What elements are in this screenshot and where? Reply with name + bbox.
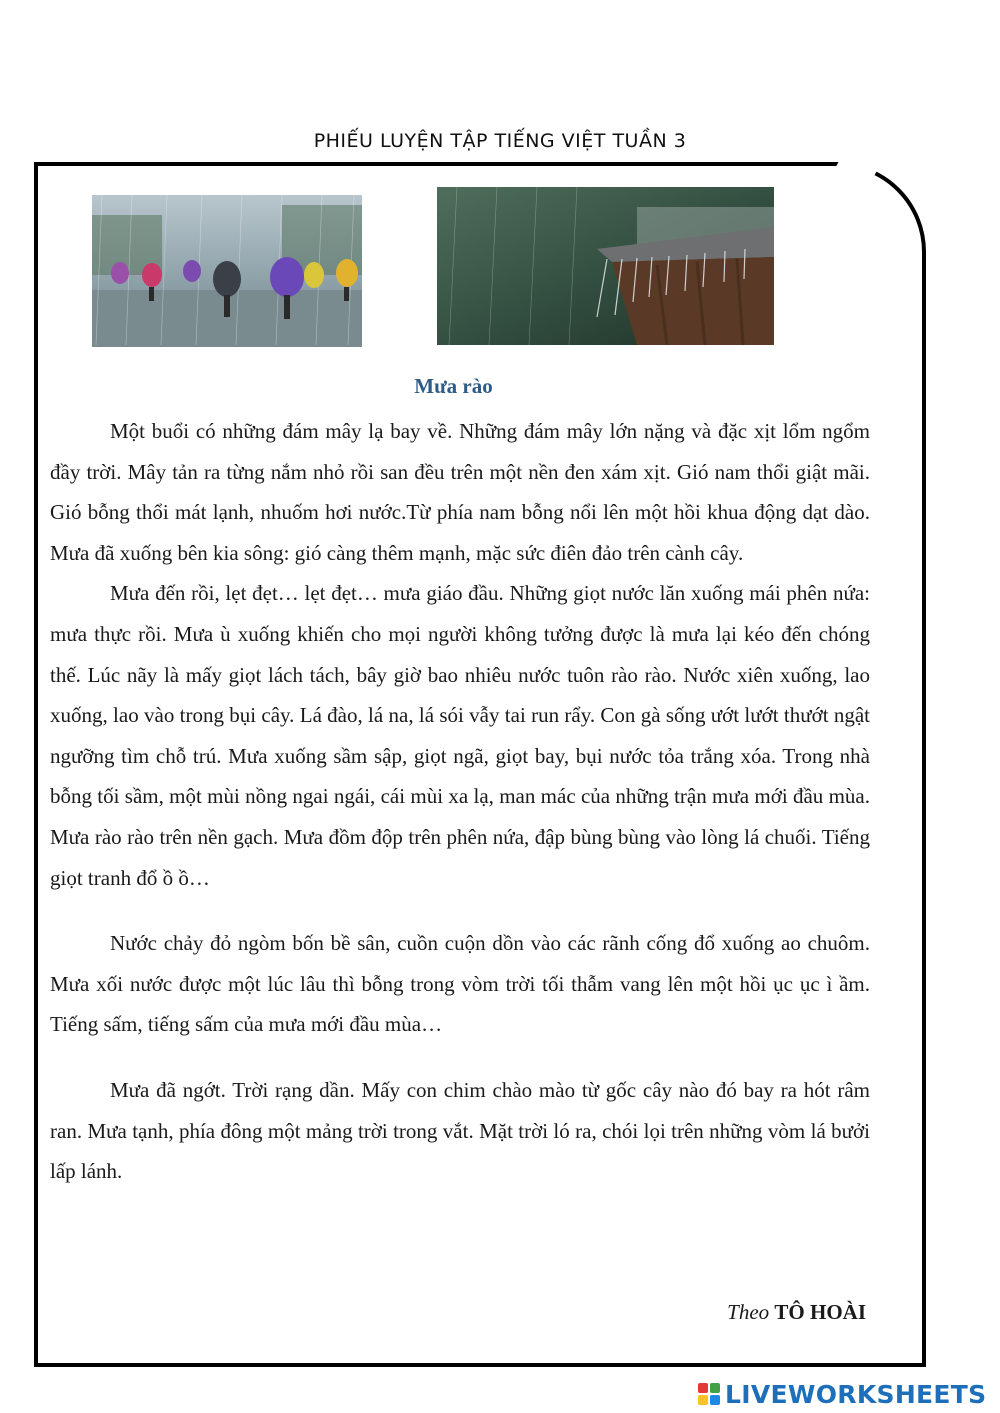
rainy-street-motorbikes-photo: [92, 195, 362, 347]
story-title: Mưa rào: [414, 374, 493, 398]
worksheet-header: PHIẾU LUYỆN TẬP TIẾNG VIỆT TUẦN 3: [313, 130, 687, 152]
story-body: [50, 411, 870, 1192]
story-paragraph-3: Nước chảy đỏ ngòm bốn bề sân, cuồn cuộn dồn vào các rãnh cống đổ xuống ao chuôm. Mưa xối nước được một lúc lâu thì bỗng trong vòm trời tối thẫm vang lên một hồi ục ục ì ầm. Tiếng sấm, tiếng sấm của mưa mới đầu mùa…: [50, 931, 870, 1037]
attribution-prefix: Theo: [727, 1300, 770, 1324]
liveworksheets-logo-icon: [698, 1383, 720, 1405]
story-paragraph-4: Mưa đã ngớt. Trời rạng dần. Mấy con chim chào mào từ gốc cây nào đó bay ra hót râm ran. Mưa tạnh, phía đông một mảng trời trong vắt. Mặt trời ló ra, chói lọi trên những vòm lá bưởi lấp lánh.: [50, 1077, 870, 1184]
watermark-text: LIVEWORKSHEETS: [725, 1379, 987, 1409]
rain-on-roof-photo: [437, 187, 774, 345]
story-paragraph-1: Một buổi có những đám mây lạ bay về. Những đám mây lớn nặng và đặc xịt lổm ngổm đầy trời. Mây tản ra từng nắm nhỏ rồi san đều trên một nền đen xám xịt. Gió nam thổi giật mãi. Gió bỗng thổi mát lạnh, nhuốm hơi nước.Từ phía nam bỗng nổi lên một hồi khua động dạt dào. Mưa đã xuống bên kia sông: gió càng thêm mạnh, mặc sức điên đảo trên cành cây.: [50, 419, 870, 565]
liveworksheets-watermark: [698, 1378, 986, 1410]
author-name: TÔ HOÀI: [774, 1300, 866, 1324]
story-paragraph-2: Mưa đến rồi, lẹt đẹt… lẹt đẹt… mưa giáo đầu. Những giọt nước lăn xuống mái phên nứa: mưa thực rồi. Mưa ù xuống khiến cho mọi người không tưởng được là mưa lại kéo đến chóng thế. Lúc nãy là mấy giọt lách tách, bây giờ bao nhiêu nước tuôn rào rào. Nước xiên xuống, lao xuống, lao vào trong bụi cây. Lá đào, lá na, lá sói vẫy tai run rẩy. Con gà sống ướt lướt thướt ngật ngưỡng tìm chỗ trú. Mưa xuống sầm sập, giọt ngã, giọt bay, bụi nước tỏa trắng xóa. Trong nhà bỗng tối sầm, một mùi nồng ngai ngái, cái mùi xa lạ, man mác của những trận mưa mới đầu mùa. Mưa rào rào trên nền gạch. Mưa đồm độp trên phên nứa, đập bùng bùng vào lòng lá chuối. Tiếng giọt tranh đổ ồ ồ…: [50, 581, 870, 890]
attribution: [727, 1300, 866, 1325]
